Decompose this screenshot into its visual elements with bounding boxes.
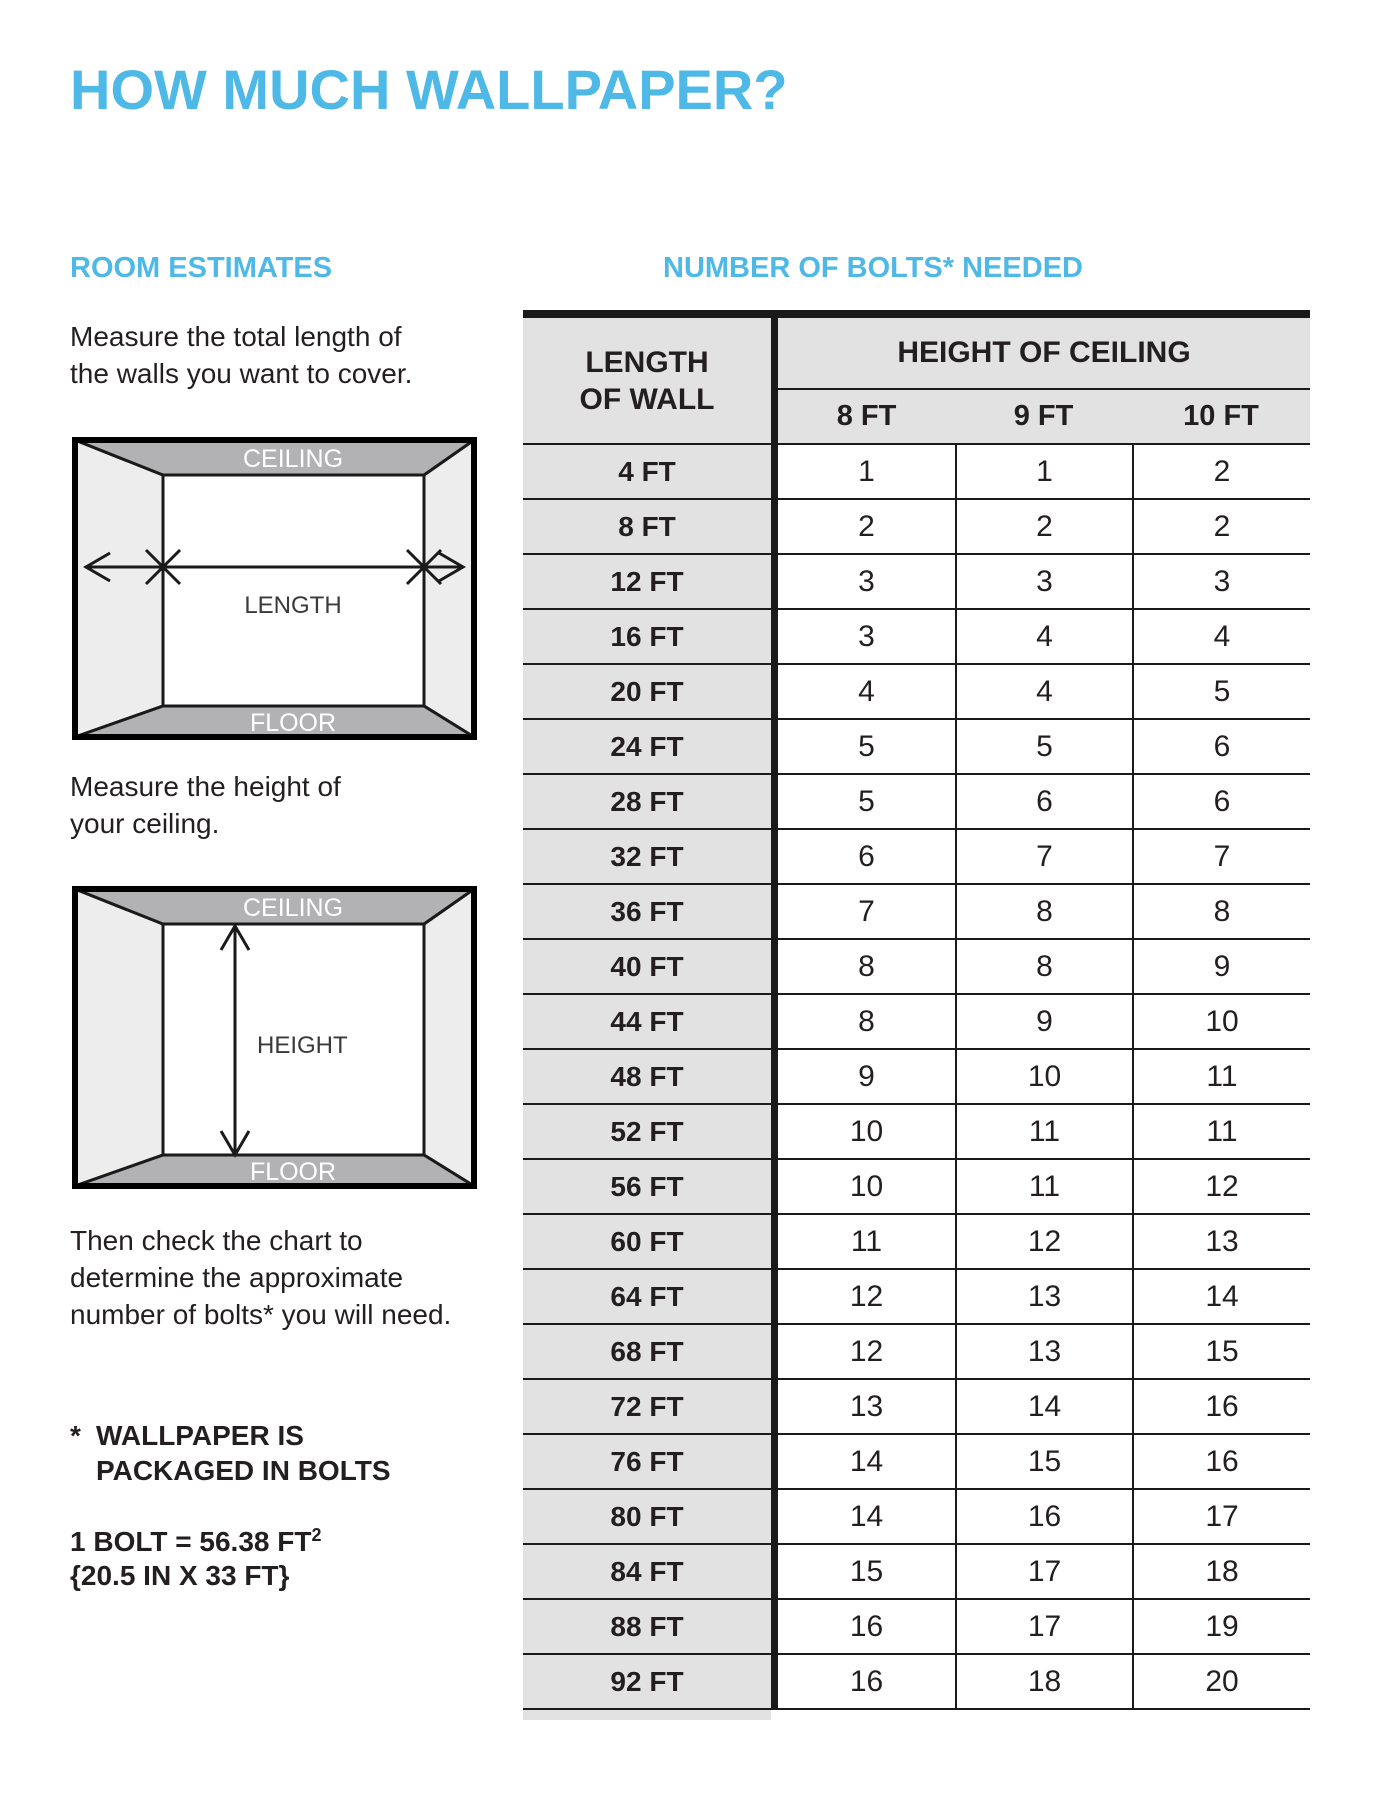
right-wall <box>424 440 474 737</box>
bolt-count-cell: 12 <box>778 1325 955 1378</box>
wall-length-label: 48 FT <box>523 1050 778 1103</box>
bolt-count-cell: 10 <box>778 1160 955 1213</box>
instruction-line: determine the approximate <box>70 1262 404 1293</box>
wall-length-label: 36 FT <box>523 885 778 938</box>
bolt-count-cell: 11 <box>1132 1050 1310 1103</box>
table-row <box>523 1600 1310 1655</box>
bolt-count-cell: 3 <box>778 610 955 663</box>
table-row <box>523 1435 1310 1490</box>
bolt-count-cell: 18 <box>955 1655 1132 1708</box>
height-label: HEIGHT <box>257 1032 348 1059</box>
header-line: LENGTH <box>585 345 709 379</box>
asterisk: * <box>70 1420 81 1451</box>
bolt-count-cell: 5 <box>778 775 955 828</box>
table-header <box>523 318 1310 445</box>
superscript-2: 2 <box>311 1525 322 1545</box>
table-row <box>523 885 1310 940</box>
bolt-count-cell: 12 <box>1132 1160 1310 1213</box>
bolt-count-cell: 2 <box>1132 445 1310 498</box>
floor-label: FLOOR <box>249 709 337 737</box>
back-wall <box>163 475 424 706</box>
bolt-count-cell: 20 <box>1132 1655 1310 1708</box>
bolt-count-cell: 18 <box>1132 1545 1310 1598</box>
bolt-count-cell: 1 <box>955 445 1132 498</box>
ceiling-label: CEILING <box>242 445 344 473</box>
instruction-measure-height <box>70 768 341 842</box>
instruction-measure-length <box>70 318 412 392</box>
table-gray-tail <box>523 1710 771 1720</box>
wall-length-label: 80 FT <box>523 1490 778 1543</box>
instruction-check-chart <box>70 1222 451 1333</box>
bolt-count-cell: 2 <box>1132 500 1310 553</box>
length-of-wall-header <box>523 318 778 443</box>
table-row <box>523 1325 1310 1380</box>
wall-length-label: 40 FT <box>523 940 778 993</box>
length-label: LENGTH <box>244 592 342 619</box>
bolt-count-cell: 9 <box>955 995 1132 1048</box>
table-row <box>523 1105 1310 1160</box>
table-row <box>523 500 1310 555</box>
bolt-count-cell: 14 <box>778 1435 955 1488</box>
bolt-count-cell: 10 <box>955 1050 1132 1103</box>
wall-length-label: 72 FT <box>523 1380 778 1433</box>
ceiling-header-group <box>778 318 1310 443</box>
bolt-count-cell: 8 <box>955 885 1132 938</box>
table-row <box>523 1160 1310 1215</box>
bolt-count-cell: 14 <box>955 1380 1132 1433</box>
wall-length-label: 20 FT <box>523 665 778 718</box>
wall-length-label: 4 FT <box>523 445 778 498</box>
right-wall <box>424 889 474 1186</box>
table-row <box>523 995 1310 1050</box>
bolt-count-cell: 2 <box>955 500 1132 553</box>
wall-length-label: 76 FT <box>523 1435 778 1488</box>
table-row <box>523 1215 1310 1270</box>
bolt-count-cell: 7 <box>955 830 1132 883</box>
wall-length-label: 32 FT <box>523 830 778 883</box>
bolt-count-cell: 13 <box>778 1380 955 1433</box>
bolt-count-cell: 8 <box>778 940 955 993</box>
bolt-footnote <box>70 1418 391 1488</box>
bolts-table <box>523 310 1310 1720</box>
table-row <box>523 775 1310 830</box>
wall-length-label: 56 FT <box>523 1160 778 1213</box>
wall-length-label: 60 FT <box>523 1215 778 1268</box>
bolt-count-cell: 6 <box>955 775 1132 828</box>
bolt-count-cell: 6 <box>778 830 955 883</box>
page-title: HOW MUCH WALLPAPER? <box>70 58 788 121</box>
wall-length-label: 24 FT <box>523 720 778 773</box>
bolt-count-cell: 3 <box>778 555 955 608</box>
wall-length-label: 68 FT <box>523 1325 778 1378</box>
instruction-line: Measure the total length of <box>70 321 402 352</box>
bolt-equation-line: {20.5 IN X 33 FT} <box>70 1560 290 1591</box>
bolt-count-cell: 19 <box>1132 1600 1310 1653</box>
left-wall <box>75 889 163 1186</box>
bolt-count-cell: 16 <box>1132 1435 1310 1488</box>
wall-length-label: 44 FT <box>523 995 778 1048</box>
bolt-count-cell: 11 <box>955 1160 1132 1213</box>
ceiling-height-columns <box>778 390 1310 443</box>
table-row <box>523 1655 1310 1710</box>
wall-length-label: 28 FT <box>523 775 778 828</box>
bolt-count-cell: 13 <box>1132 1215 1310 1268</box>
bolt-count-cell: 7 <box>778 885 955 938</box>
bolts-needed-heading: NUMBER OF BOLTS* NEEDED <box>663 252 1083 284</box>
bolt-count-cell: 6 <box>1132 720 1310 773</box>
table-row <box>523 1545 1310 1600</box>
table-row <box>523 830 1310 885</box>
bolt-count-cell: 5 <box>778 720 955 773</box>
wall-length-label: 52 FT <box>523 1105 778 1158</box>
bolt-count-cell: 2 <box>778 500 955 553</box>
bolt-count-cell: 3 <box>955 555 1132 608</box>
bolt-count-cell: 3 <box>1132 555 1310 608</box>
instruction-line: Measure the height of <box>70 771 341 802</box>
room-height-diagram <box>72 886 477 1189</box>
table-row <box>523 445 1310 500</box>
bolt-count-cell: 11 <box>955 1105 1132 1158</box>
bolt-count-cell: 4 <box>1132 610 1310 663</box>
header-line: OF WALL <box>579 382 715 416</box>
table-row <box>523 665 1310 720</box>
bolt-count-cell: 9 <box>1132 940 1310 993</box>
bolt-count-cell: 9 <box>778 1050 955 1103</box>
bolt-count-cell: 12 <box>955 1215 1132 1268</box>
wall-length-label: 16 FT <box>523 610 778 663</box>
table-row <box>523 720 1310 775</box>
bolt-count-cell: 11 <box>778 1215 955 1268</box>
bolt-count-cell: 8 <box>955 940 1132 993</box>
wall-length-label: 8 FT <box>523 500 778 553</box>
table-row <box>523 940 1310 995</box>
bolt-count-cell: 7 <box>1132 830 1310 883</box>
instruction-line: the walls you want to cover. <box>70 358 413 389</box>
bolt-count-cell: 4 <box>955 665 1132 718</box>
bolt-count-cell: 11 <box>1132 1105 1310 1158</box>
bolt-count-cell: 16 <box>778 1600 955 1653</box>
bolt-count-cell: 15 <box>1132 1325 1310 1378</box>
left-wall <box>75 440 163 737</box>
bolt-count-cell: 15 <box>778 1545 955 1598</box>
bolt-count-cell: 8 <box>778 995 955 1048</box>
table-row <box>523 1380 1310 1435</box>
wall-length-label: 64 FT <box>523 1270 778 1323</box>
wall-length-label: 12 FT <box>523 555 778 608</box>
room-length-diagram <box>72 437 477 740</box>
wall-length-label: 84 FT <box>523 1545 778 1598</box>
bolt-equation-line <box>70 1518 321 1559</box>
height-of-ceiling-header: HEIGHT OF CEILING <box>778 318 1310 390</box>
room-estimates-heading: ROOM ESTIMATES <box>70 252 333 284</box>
bolt-count-cell: 8 <box>1132 885 1310 938</box>
bolt-count-cell: 13 <box>955 1325 1132 1378</box>
instruction-line: number of bolts* you will need. <box>70 1299 452 1330</box>
bolt-count-cell: 13 <box>955 1270 1132 1323</box>
bolt-count-cell: 5 <box>955 720 1132 773</box>
bolt-count-cell: 16 <box>1132 1380 1310 1433</box>
bolt-count-cell: 5 <box>1132 665 1310 718</box>
bolt-count-cell: 14 <box>1132 1270 1310 1323</box>
footnote-line <box>70 1418 391 1453</box>
bolt-equation <box>70 1518 321 1593</box>
table-row <box>523 1490 1310 1545</box>
bolt-equation-text: 1 BOLT = 56.38 FT <box>70 1526 312 1557</box>
table-body <box>523 445 1310 1710</box>
bolt-count-cell: 12 <box>778 1270 955 1323</box>
bolt-count-cell: 16 <box>955 1490 1132 1543</box>
footnote-text: WALLPAPER IS <box>96 1420 304 1451</box>
table-row <box>523 555 1310 610</box>
bolt-count-cell: 16 <box>778 1655 955 1708</box>
wall-length-label: 92 FT <box>523 1655 778 1708</box>
bolt-count-cell: 17 <box>1132 1490 1310 1543</box>
bolt-count-cell: 17 <box>955 1600 1132 1653</box>
ceiling-label: CEILING <box>242 894 344 922</box>
bolt-count-cell: 15 <box>955 1435 1132 1488</box>
bolt-count-cell: 4 <box>778 665 955 718</box>
bolt-count-cell: 6 <box>1132 775 1310 828</box>
bolt-count-cell: 10 <box>778 1105 955 1158</box>
bolt-count-cell: 17 <box>955 1545 1132 1598</box>
bolt-count-cell: 14 <box>778 1490 955 1543</box>
column-header-8ft: 8 FT <box>836 400 897 432</box>
wall-length-label: 88 FT <box>523 1600 778 1653</box>
bolt-count-cell: 1 <box>778 445 955 498</box>
table-row <box>523 610 1310 665</box>
footnote-line: PACKAGED IN BOLTS <box>96 1455 391 1486</box>
bolt-count-cell: 10 <box>1132 995 1310 1048</box>
bolt-count-cell: 4 <box>955 610 1132 663</box>
column-header-10ft: 10 FT <box>1183 400 1259 432</box>
table-row <box>523 1050 1310 1105</box>
floor-label: FLOOR <box>249 1158 337 1186</box>
instruction-line: Then check the chart to <box>70 1225 363 1256</box>
column-header-9ft: 9 FT <box>1013 400 1074 432</box>
table-row <box>523 1270 1310 1325</box>
instruction-line: your ceiling. <box>70 808 220 839</box>
